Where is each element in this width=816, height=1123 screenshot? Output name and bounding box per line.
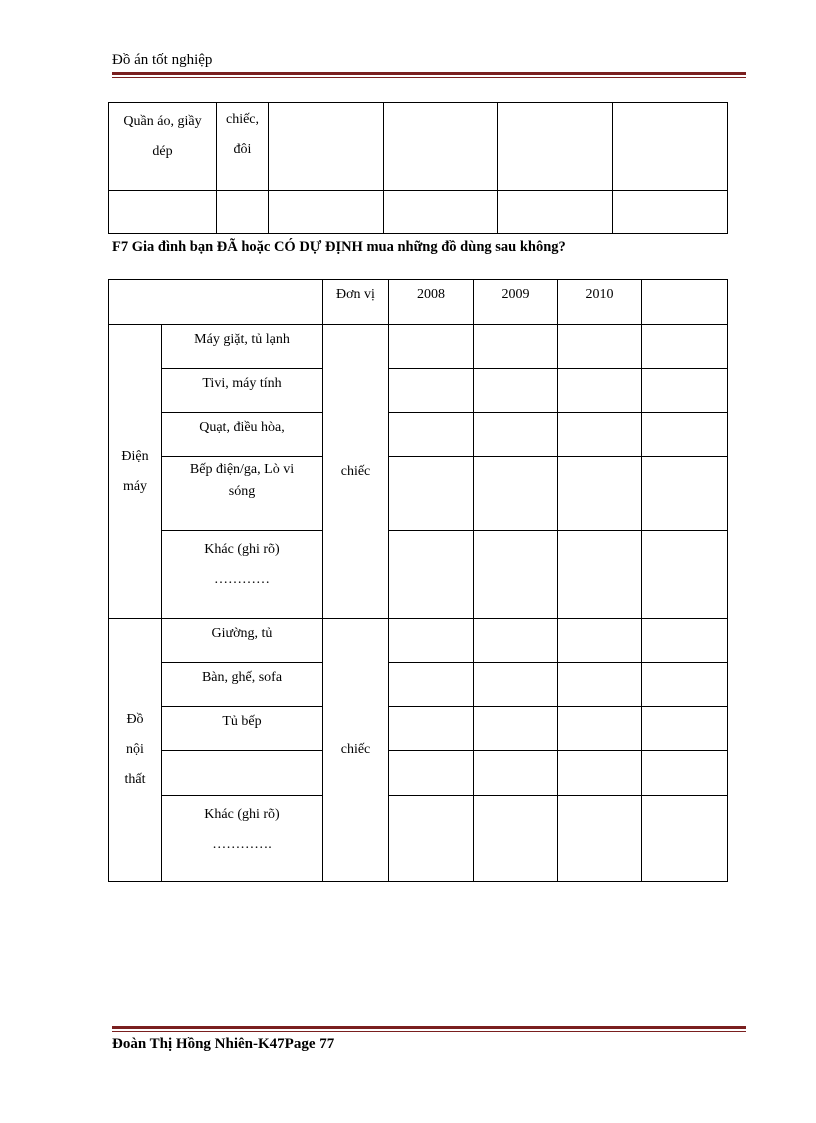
cell [389,325,474,369]
page-footer: Đoàn Thị Hồng Nhiên-K47Page 77 [112,1036,335,1052]
cell [558,325,642,369]
cell [642,457,728,531]
cell [474,413,558,457]
cell [389,796,474,882]
cell [217,191,269,234]
cell [642,796,728,882]
cell [389,707,474,751]
item-label: Tivi, máy tính [162,369,323,413]
cell [269,191,384,234]
item-clothing [109,103,217,191]
item-label: Máy giặt, tủ lạnh [162,325,323,369]
cell [613,191,728,234]
header-unit: Đơn vị [323,280,389,325]
clothing-table [108,102,728,234]
unit-clothing-label: chiếc, đôi [225,112,260,157]
item-other-blank: …………. [212,837,272,852]
footer-rule [112,1026,746,1032]
unit-clothing [217,103,269,191]
cell [558,457,642,531]
cell [474,369,558,413]
cell [269,103,384,191]
item-other-label: Khác (ghi rõ) [204,542,280,557]
item-clothing-label: Quần áo, giầy dép [123,114,202,159]
cell [389,531,474,619]
cell [558,707,642,751]
cell [474,325,558,369]
cell [498,103,613,191]
cell [389,751,474,796]
cell [474,663,558,707]
cell [642,413,728,457]
item-other [162,531,323,619]
header-blank [109,280,323,325]
cell [613,103,728,191]
page-header-title: Đồ án tốt nghiệp [112,52,213,68]
question-f7: F7 Gia đình bạn ĐÃ hoặc CÓ DỰ ĐỊNH mua những đồ dùng sau không? [112,239,566,255]
header-2010: 2010 [558,280,642,325]
cell [642,663,728,707]
group-furniture-label: Đồ nội thất [124,712,146,787]
item-label: Tủ bếp [162,707,323,751]
cell [389,457,474,531]
cell [642,369,728,413]
item-other-label: Khác (ghi rõ) [204,807,280,822]
header-2009: 2009 [474,280,558,325]
cell [474,457,558,531]
cell [474,707,558,751]
item-label-text: Bếp điện/ga, Lò vi sóng [189,462,295,499]
cell [642,531,728,619]
cell [384,103,498,191]
cell [389,369,474,413]
cell [642,619,728,663]
group-furniture [109,619,162,882]
cell [109,191,217,234]
cell [558,531,642,619]
group-electronics-label: Điện máy [121,448,149,494]
cell [558,369,642,413]
cell [474,619,558,663]
item-label: Bàn, ghế, sofa [162,663,323,707]
cell [498,191,613,234]
unit-furniture: chiếc [323,619,389,882]
cell [389,663,474,707]
cell [384,191,498,234]
cell [474,796,558,882]
header-2008: 2008 [389,280,474,325]
cell [642,325,728,369]
cell [558,796,642,882]
item-label [162,751,323,796]
cell [558,413,642,457]
cell [558,619,642,663]
appliance-table [108,279,728,882]
cell [642,751,728,796]
cell [389,619,474,663]
item-label [162,457,323,531]
header-blank [642,280,728,325]
item-label: Quạt, điều hòa, [162,413,323,457]
cell [558,663,642,707]
cell [474,531,558,619]
header-rule [112,72,746,78]
item-other-blank: ………… [214,572,270,587]
unit-electronics: chiếc [323,325,389,619]
cell [474,751,558,796]
cell [558,751,642,796]
item-other [162,796,323,882]
group-electronics [109,325,162,619]
item-label: Giường, tủ [162,619,323,663]
cell [642,707,728,751]
cell [389,413,474,457]
